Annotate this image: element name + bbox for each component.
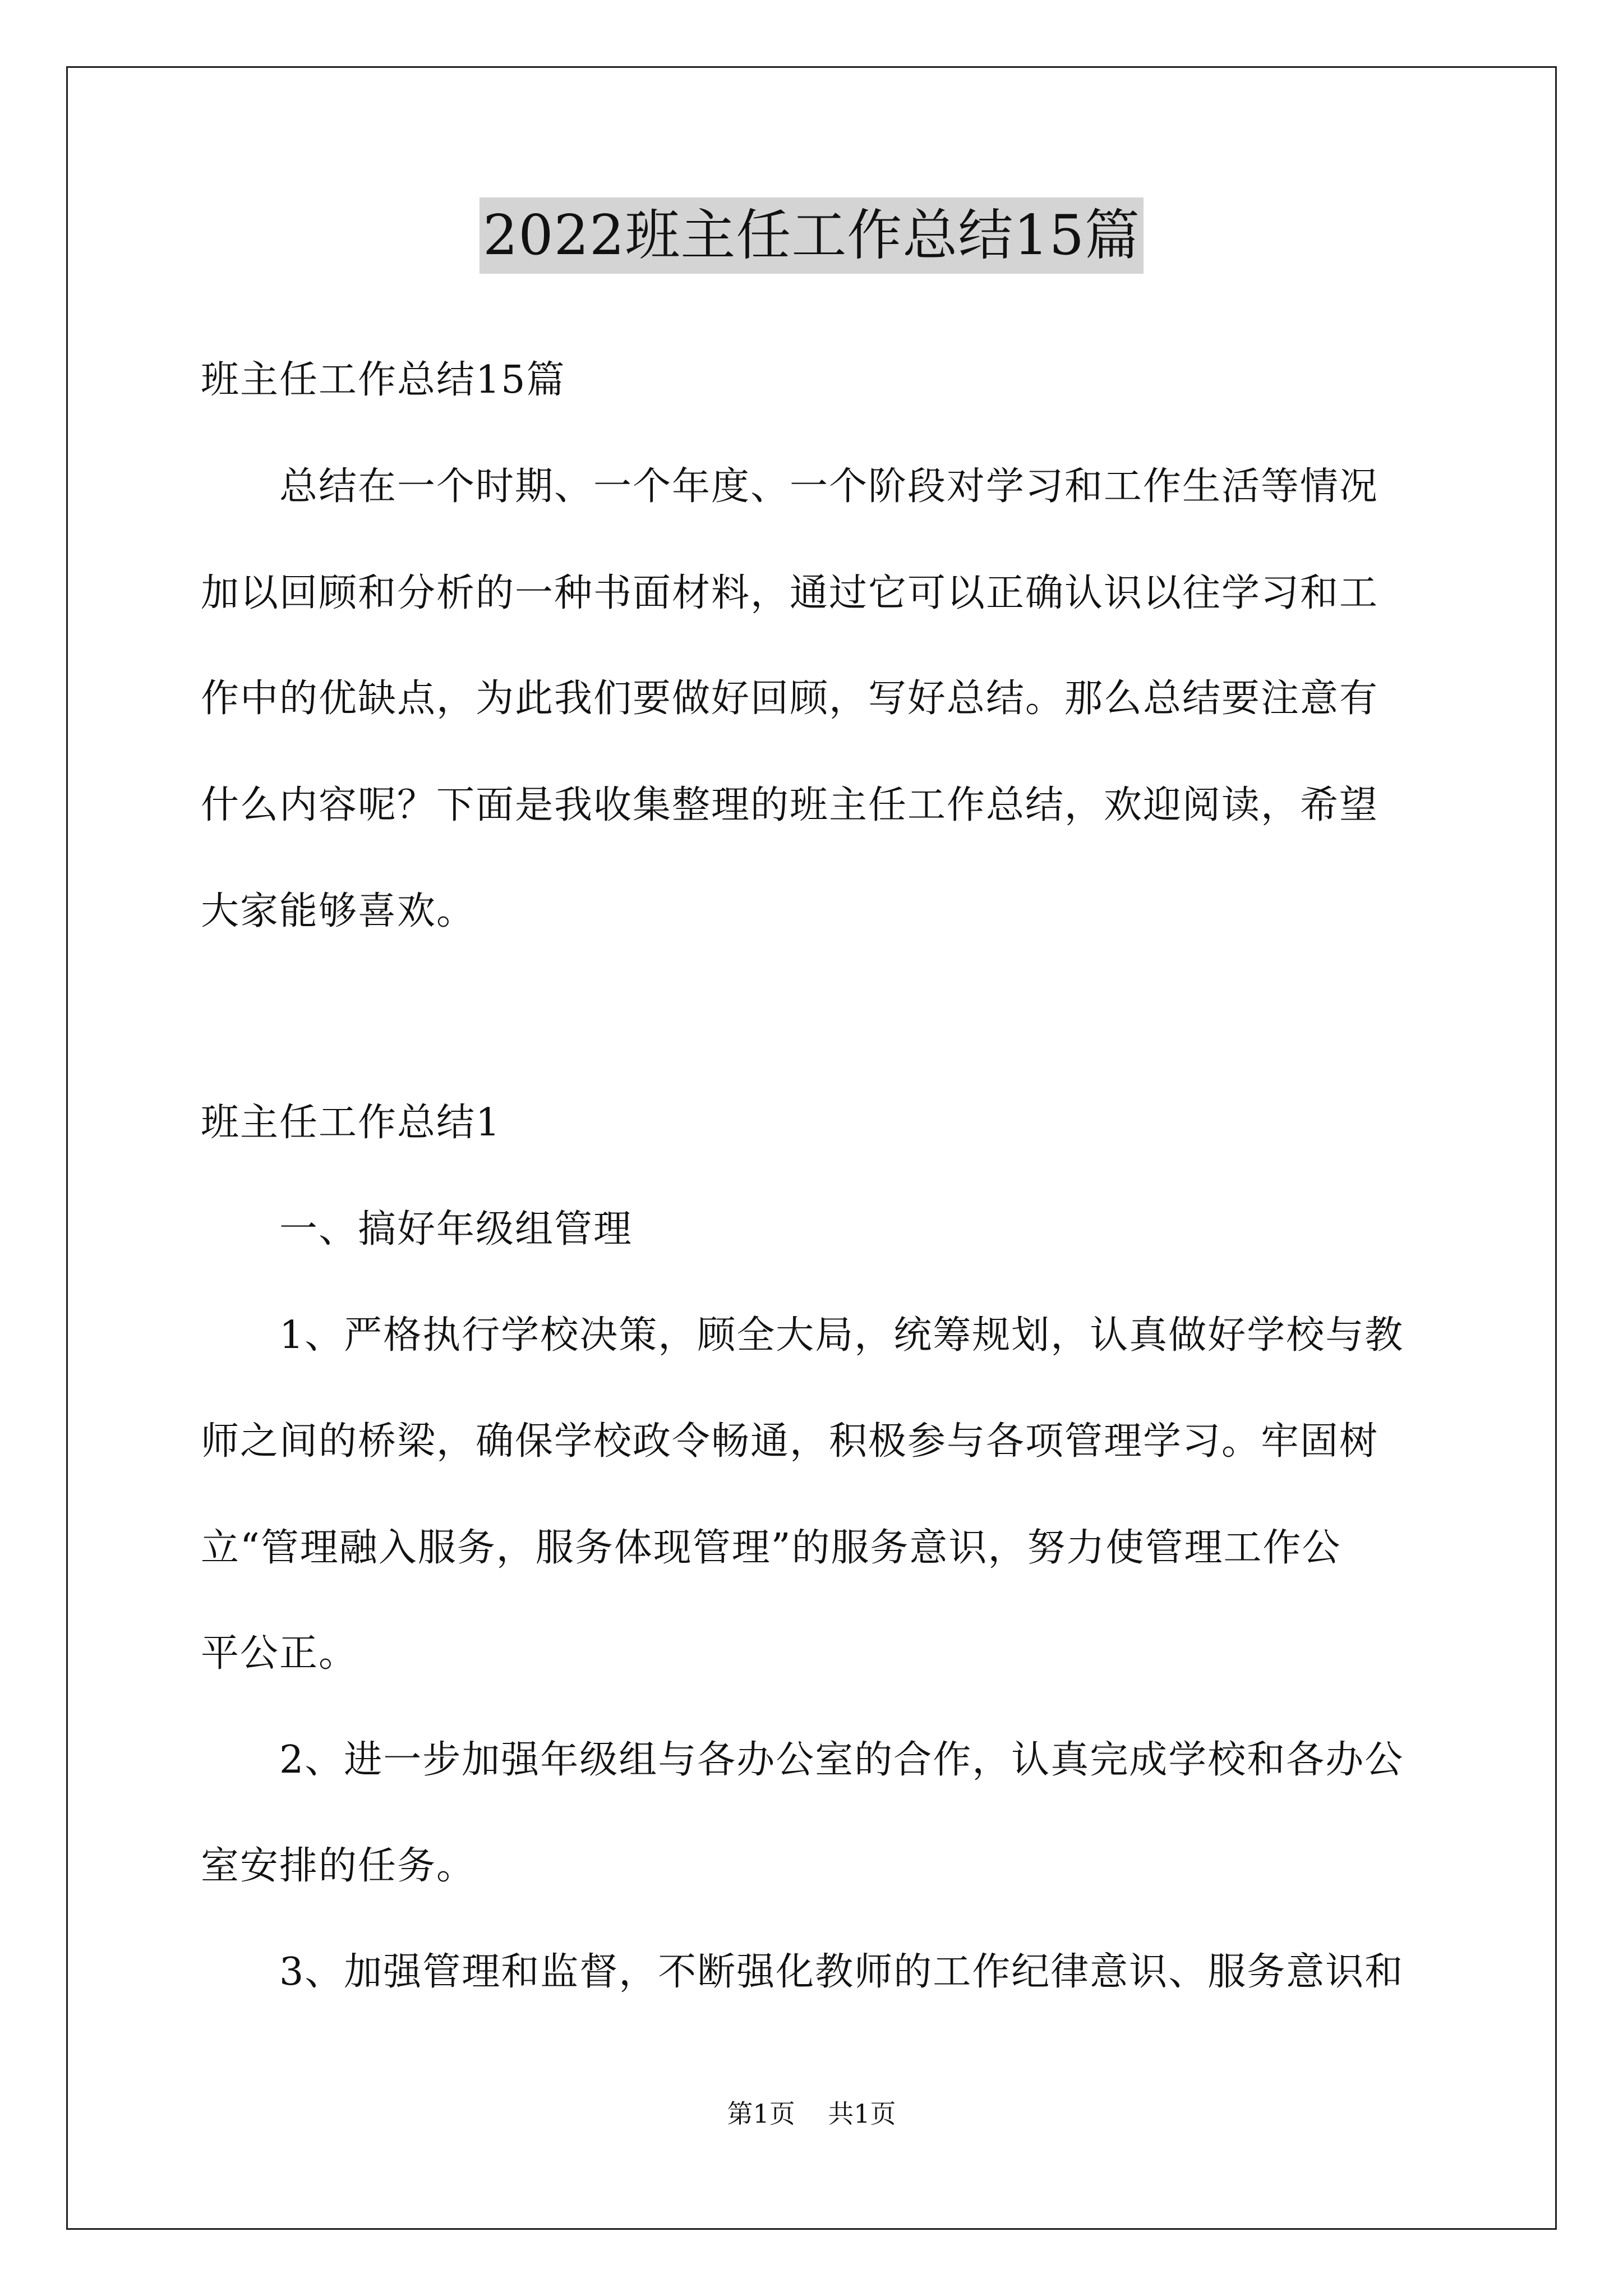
title-container — [0, 197, 1623, 274]
paragraph-line: 大家能够喜欢。 — [201, 889, 476, 933]
section-heading: 班主任工作总结1 — [201, 1101, 501, 1145]
paragraph-line: 1、严格执行学校决策，顾全大局，统筹规划，认真做好学校与教 — [279, 1313, 1404, 1358]
paragraph-line: 平公正。 — [201, 1631, 358, 1676]
paragraph-line: 加以回顾和分析的一种书面材料，通过它可以正确认识以往学习和工 — [201, 571, 1379, 615]
paragraph-line: 3、加强管理和监督，不断强化教师的工作纪律意识、服务意识和 — [279, 1950, 1404, 1994]
paragraph-line: 师之间的桥梁，确保学校政令畅通，积极参与各项管理学习。牢固树 — [201, 1419, 1379, 1464]
paragraph-line: 总结在一个时期、一个年度、一个阶段对学习和工作生活等情况 — [279, 464, 1379, 509]
document-title: 2022班主任工作总结15篇 — [479, 197, 1144, 274]
paragraph-line: 室安排的任务。 — [201, 1844, 476, 1888]
paragraph-line: 什么内容呢？下面是我收集整理的班主任工作总结，欢迎阅读，希望 — [201, 783, 1379, 827]
paragraph-line: 2、进一步加强年级组与各办公室的合作，认真完成学校和各办公 — [279, 1738, 1404, 1782]
paragraph-line: 立“管理融入服务，服务体现管理”的服务意识，努力使管理工作公 — [201, 1526, 1341, 1570]
subsection-heading: 一、搞好年级组管理 — [279, 1207, 633, 1251]
paragraph-line: 作中的优缺点，为此我们要做好回顾，写好总结。那么总结要注意有 — [201, 677, 1379, 721]
page-footer: 第1页 共1页 — [727, 2099, 896, 2129]
subtitle-line: 班主任工作总结15篇 — [201, 358, 566, 402]
